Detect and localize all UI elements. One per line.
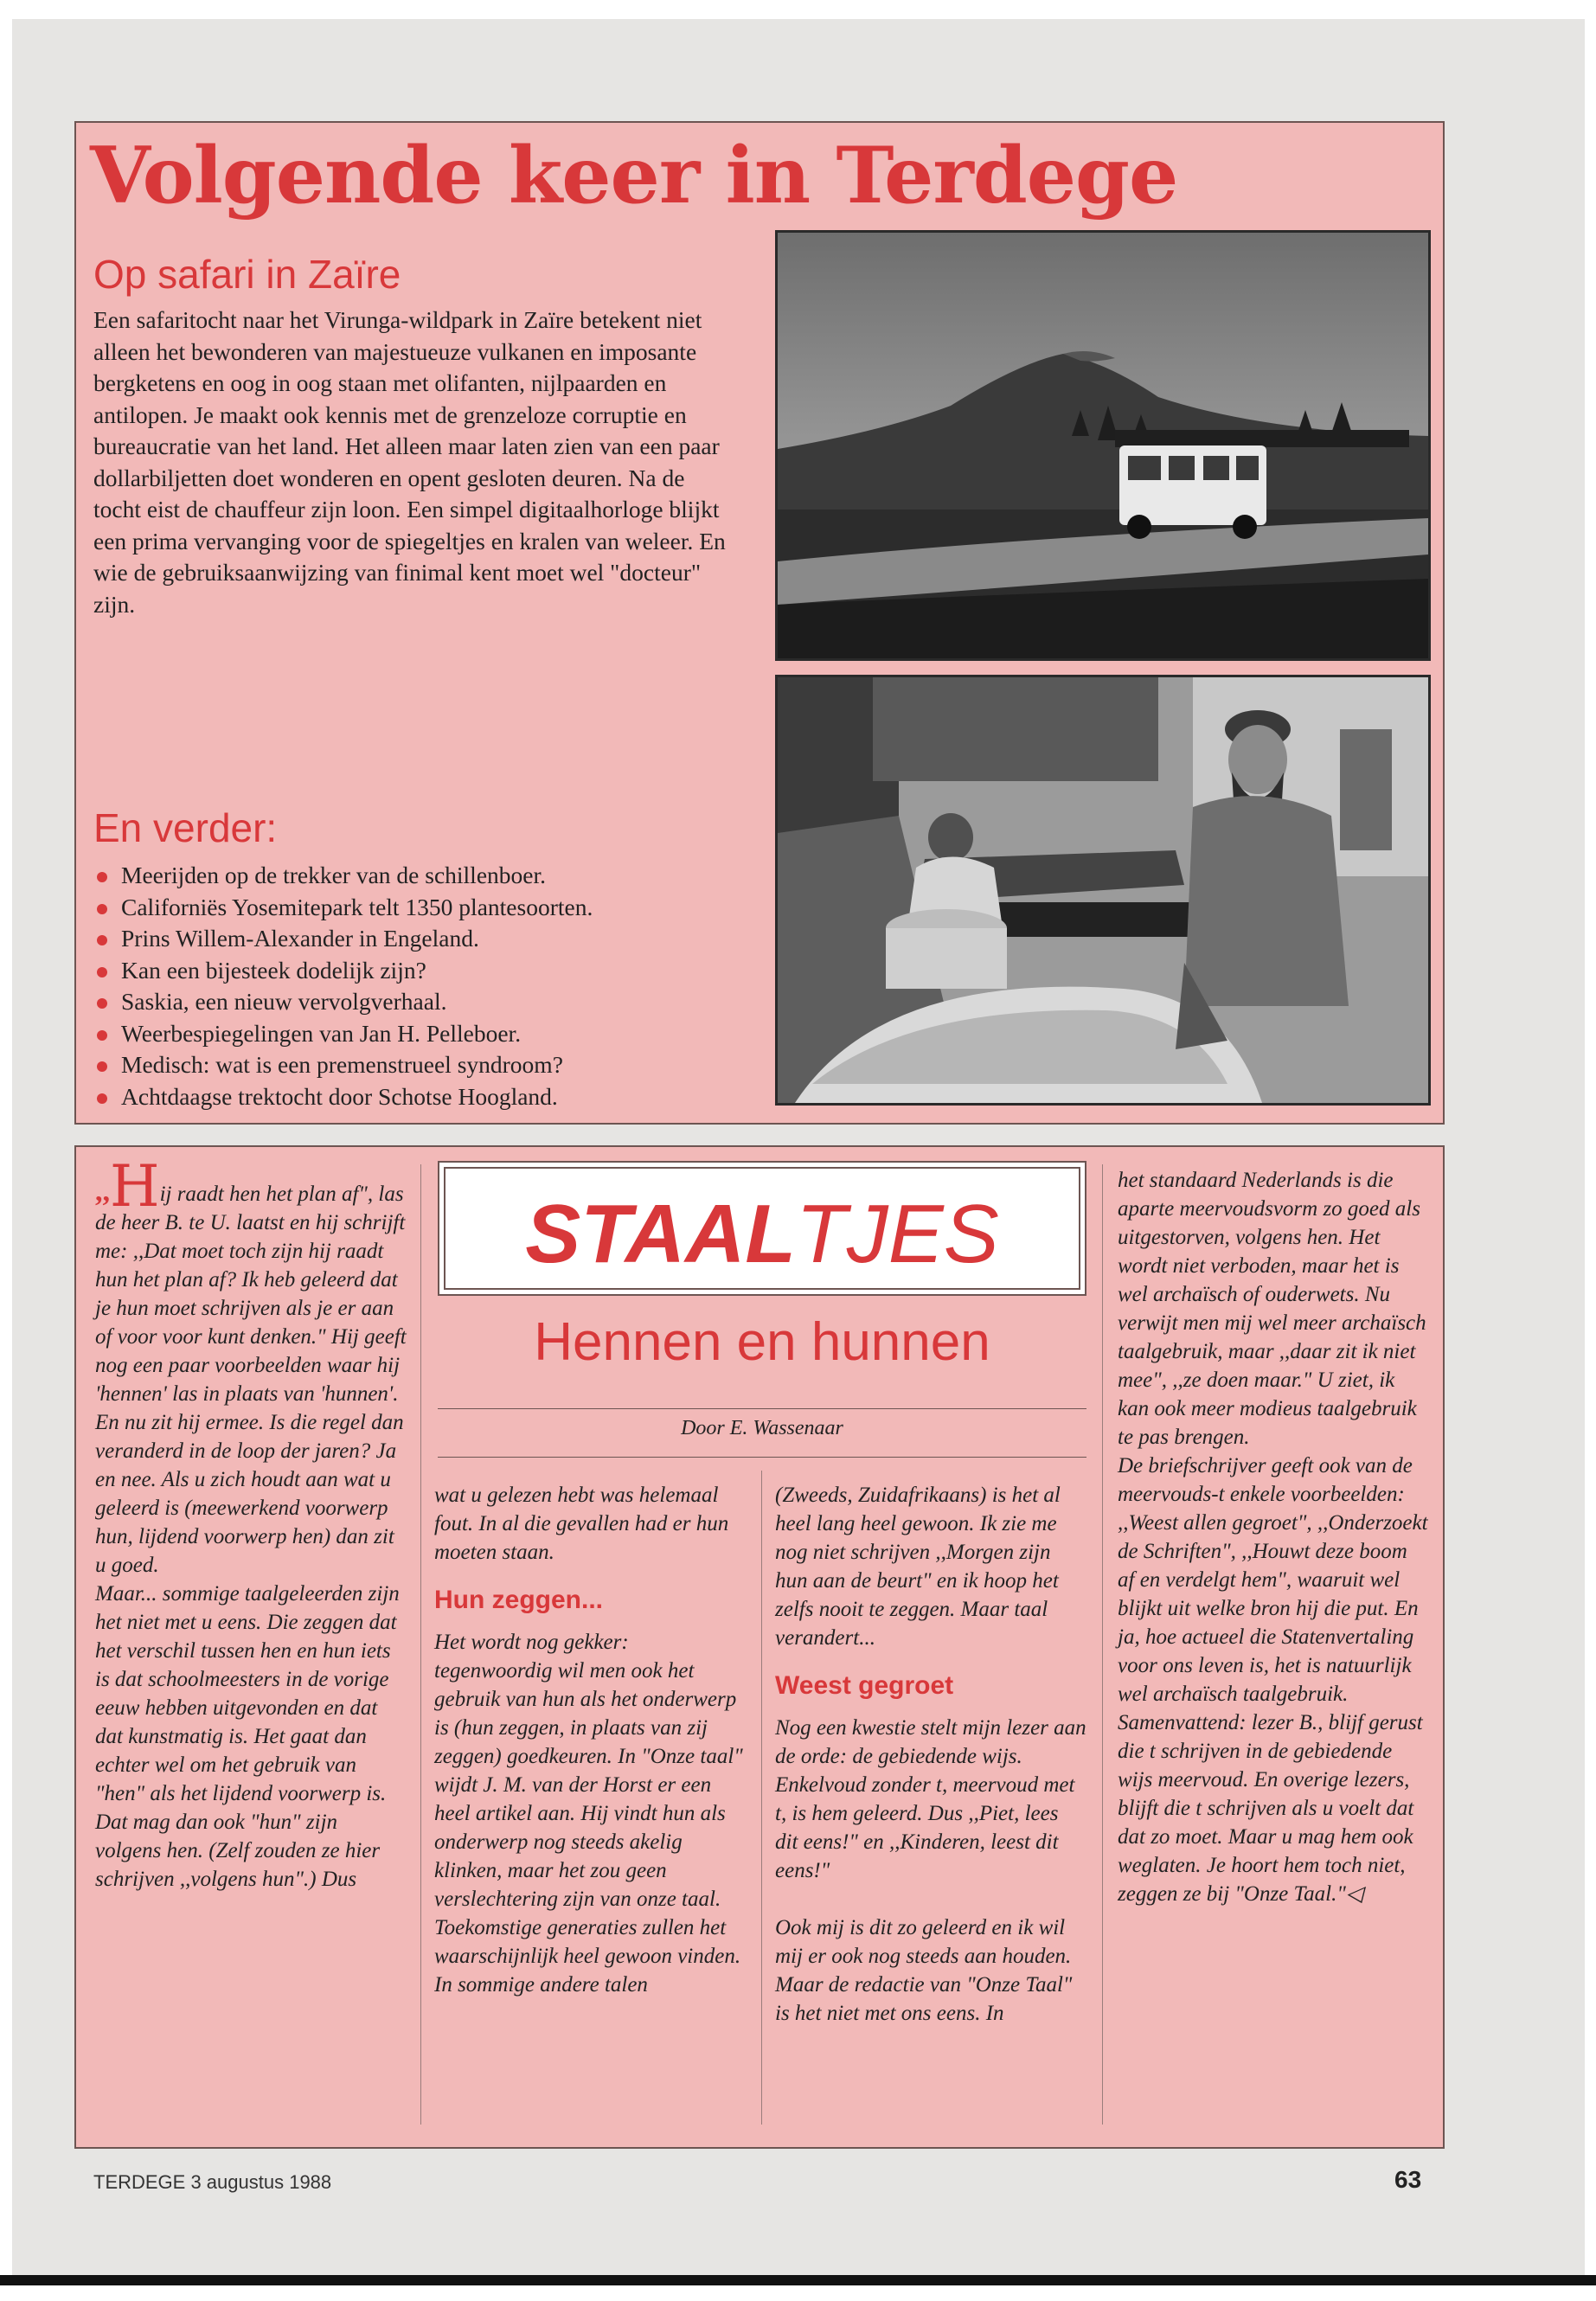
- article-title: Hennen en hunnen: [534, 1312, 990, 1372]
- list-item: Saskia, een nieuw vervolgverhaal.: [93, 986, 751, 1018]
- rubric-title: [439, 1187, 1085, 1282]
- rubric-box: [438, 1161, 1086, 1296]
- open-quote: ,,: [95, 1176, 110, 1208]
- paragraph: Het wordt nog gekker: tegenwoordig wil men ook het gebruik van hun als het onderwerp is (hun zeggen, in plaats van zij zeggen) goedkeuren. In "Onze taal" wijdt J. M. van der Horst er een heel artikel aan. Hij vindt hun als onderwerp nog steeds akelig klinken, maar het zou geen verslechtering zijn van onze taal. Toekomstige generaties zullen het waarschijnlijk heel gewoon vinden. In sommige andere talen: [434, 1631, 743, 1997]
- article-column-4: [1118, 1166, 1429, 1908]
- verder-title: En verder:: [93, 805, 278, 850]
- list-item: Californiës Yosemitepark telt 1350 plantesoorten.: [93, 892, 751, 924]
- column-divider: [420, 1164, 421, 2125]
- list-item: Achtdaagse trektocht door Schotse Hoogland.: [93, 1081, 751, 1113]
- paragraph: (Zweeds, Zuidafrikaans) is het al heel lang heel gewoon. Ik zie me nog niet schrijven ,,Morgen zijn hun aan de beurt" en ik hoop het zelfs nooit te zeggen. Maar taal verandert...: [775, 1484, 1061, 1650]
- rubric-title-bold: STAAL: [525, 1188, 797, 1280]
- paragraph: Ook mij is dit zo geleerd en ik wil mij er ook nog steeds aan houden. Maar de redactie van "Onze Taal" is het niet met ons eens. In: [775, 1916, 1073, 2025]
- list-item: Meerijden op de trekker van de schillenboer.: [93, 860, 751, 892]
- safari-text: Een safaritocht naar het Virunga-wildpark in Zaïre betekent niet alleen het bewonderen van majestueuze vulkanen en imposante bergketens en oog in oog staan met olifanten, nijlpaarden en antilopen. Je maakt ook kennis met de grenzeloze corruptie en bureaucratie van het land. Het alleen maar laten zien van een paar dollarbiljetten doet wonderen en opent gesloten deuren. Na de tocht eist de chauffeur zijn loon. Een simpel digitaalhorloge blijkt een prima vervanging voor de spiegeltjes en kralen van weleer. En wie de gebruiksaanwijzing van finimal kent moet wel "docteur" zijn.: [93, 306, 726, 618]
- column-divider: [1102, 1164, 1103, 2125]
- verder-list: [93, 860, 751, 1112]
- list-item: Prins Willem-Alexander in Engeland.: [93, 923, 751, 955]
- paragraph: wat u gelezen hebt was helemaal fout. In al die gevallen had er hun moeten staan.: [434, 1484, 729, 1564]
- rubric-title-rest: TJES: [796, 1188, 999, 1280]
- paragraph: het standaard Nederlands is die aparte meervoudsvorm zo goed als uitgestorven, volgens hen. Het wordt niet verboden, maar het is wel archaïsch of ouderwets. Nu verwijt men mij wel meer archaïsch taalgebruik, maar ,,daar zit ik niet mee", ,,ze doen maar." U ziet, ik kan ook meer modieus taalgebruik te pas brengen.: [1118, 1169, 1426, 1449]
- article-column-1: [95, 1153, 407, 1894]
- scan-edge: [0, 2275, 1596, 2285]
- paragraph: Samenvattend: lezer B., blijf gerust die t schrijven in de gebiedende wijs meervoud. En overige lezers, blijft die t schrijven als u voelt dat dat zo moet. Maar u mag hem ook weglaten. Je hoort hem toch niet, zeggen ze bij "Onze Taal.": [1118, 1711, 1423, 1906]
- volcano-jeep-photo: [775, 230, 1431, 661]
- section-subheading: Hun zeggen...: [434, 1586, 603, 1614]
- paragraph: Nog een kwestie stelt mijn lezer aan de orde: de gebiedende wijs. Enkelvoud zonder t, meervoud met t, is hem geleerd. Dus ,,Piet, lees dit eens!" en ,,Kinderen, leest dit eens!": [775, 1716, 1086, 1882]
- safari-title: Op safari in Zaïre: [93, 252, 401, 297]
- article-column-2: [434, 1481, 746, 1999]
- article-column-3: [775, 1481, 1086, 2028]
- vegetable-cart-photo: [775, 675, 1431, 1106]
- page-number: 63: [1394, 2166, 1422, 2193]
- column-divider: [761, 1471, 762, 2125]
- byline-rule: [438, 1408, 1086, 1409]
- footer-issue: TERDEGE 3 augustus 1988: [93, 2171, 332, 2193]
- byline: Door E. Wassenaar: [681, 1417, 843, 1439]
- list-item: Weerbespiegelingen van Jan H. Pelleboer.: [93, 1018, 751, 1050]
- paragraph: De briefschrijver geeft ook van de meervouds-t enkele voorbeelden: ,,Weest allen gegroet", ,,Onderzoekt de Schriften", ,,Houwt deze boom af en verdelgt hem", waaruit wel blijkt uit welke bron hij die put. En ja, hoe actueel die Statenvertaling voor ons leven is, het is natuurlijk wel archaïsch taalgebruik.: [1118, 1454, 1428, 1706]
- section-subheading: Weest gegroet: [775, 1671, 954, 1700]
- list-item: Kan een bijesteek dodelijk zijn?: [93, 955, 751, 987]
- paragraph: Maar... sommige taalgeleerden zijn het niet met u eens. Die zeggen dat het verschil tussen hen en hun iets is dat schoolmeesters in de vorige eeuw hebben uitgevonden en dat dat kunstmatig is. Het gaat dan echter wel om het gebruik van "hen" als het lijdend voorwerp is. Dat mag dan ook "hun" zijn volgens hen. (Zelf zouden ze hier schrijven ,,volgens hun".) Dus: [95, 1582, 400, 1891]
- list-item: Medisch: wat is een premenstrueel syndroom?: [93, 1049, 751, 1081]
- vegetable-cart-illustration: [778, 677, 1428, 1103]
- byline-rule: [438, 1457, 1086, 1458]
- page-headline: Volgende keer in Terdege: [90, 130, 1178, 221]
- paragraph: ij raadt hen het plan af", las de heer B. te U. laatst en hij schrijft me: ,,Dat moet toch zijn hij raadt hun het plan af? Ik heb geleerd dat je hun moet schrijven als je er aan of voor voor kunt denken." Hij geeft nog een paar voorbeelden waar hij 'hennen' las in plaats van 'hunnen'. En nu zit hij ermee. Is die regel dan veranderd in de loop der jaren? Ja en nee. Als u zich houdt aan wat u geleerd is (meewerkend voorwerp hun, lijdend voorwerp hen) dan zit u goed.: [95, 1183, 407, 1577]
- dropcap: H: [110, 1153, 160, 1220]
- end-mark-icon: ◁: [1345, 1882, 1363, 1906]
- volcano-jeep-illustration: [778, 233, 1428, 658]
